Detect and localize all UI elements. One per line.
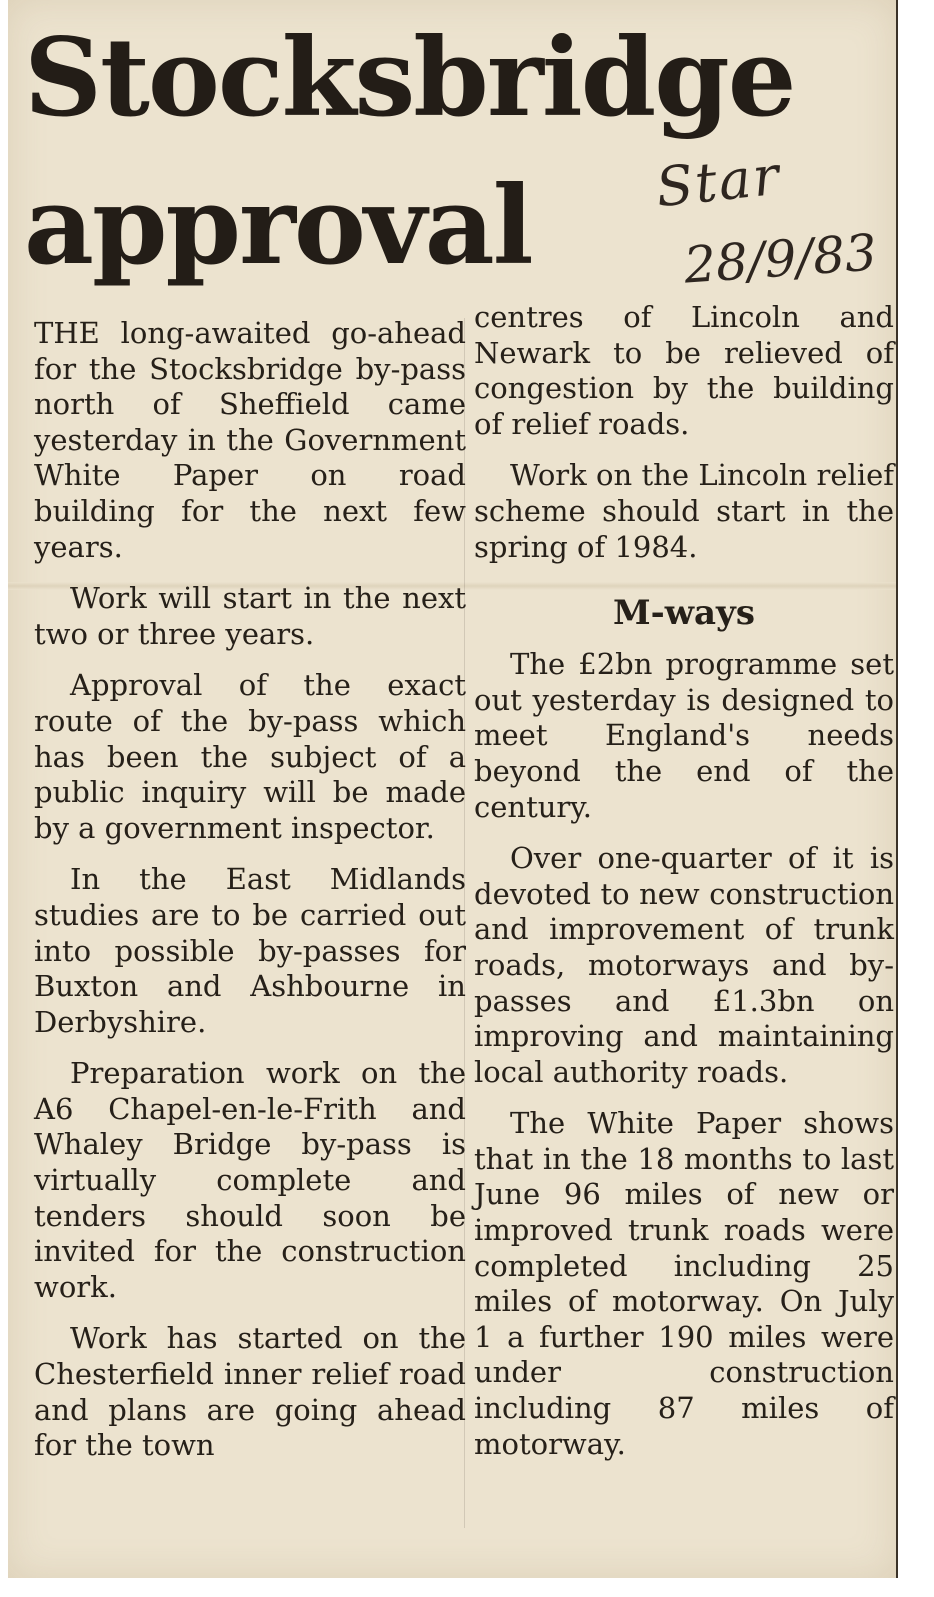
paragraph: The £2bn programme set out yesterday is designed to meet England's needs beyond the end of the century. [474, 647, 894, 824]
article-column-right [474, 300, 894, 1478]
headline-line-2: approval [24, 163, 532, 289]
handwritten-source: Star [653, 143, 784, 220]
paragraph: Work has started on the Chesterfield inner relief road and plans are going ahead for the town [34, 1321, 466, 1463]
paragraph: Preparation work on the A6 Chapel-en-le-Frith and Whaley Bridge by-pass is virtually complete and tenders should soon be invited for the construction work. [34, 1056, 466, 1304]
paragraph: In the East Midlands studies are to be carried out into possible by-passes for Buxton and Ashbourne in Derbyshire. [34, 862, 466, 1039]
handwritten-annotation [653, 143, 886, 310]
paragraph: Work on the Lincoln relief scheme should start in the spring of 1984. [474, 458, 894, 564]
paragraph: Approval of the exact route of the by-pass which has been the subject of a public inquiry will be made by a government inspector. [34, 668, 466, 845]
paragraph: Work will start in the next two or three years. [34, 581, 466, 651]
subheading: M-ways [613, 593, 755, 634]
handwritten-date: 28/9/83 [682, 223, 879, 295]
paragraph: THE long-awaited go-ahead for the Stocksbridge by-pass north of Sheffield came yesterday in the Government White Paper on road building for the next few years. [34, 316, 466, 564]
paragraph: The White Paper shows that in the 18 months to last June 96 miles of new or improved trunk roads were completed including 25 miles of motorway. On July 1 a further 190 miles were under construction including 87 miles of motorway. [474, 1106, 894, 1461]
paragraph: Over one-quarter of it is devoted to new construction and improvement of trunk roads, motorways and by-passes and £1.3bn on improving and maintaining local authority roads. [474, 841, 894, 1089]
headline-line-1: Stocksbridge [24, 15, 795, 141]
paragraph: centres of Lincoln and Newark to be relieved of congestion by the building of relief roads. [474, 300, 894, 441]
newspaper-clipping [8, 0, 898, 1578]
article-column-left [34, 316, 466, 1480]
